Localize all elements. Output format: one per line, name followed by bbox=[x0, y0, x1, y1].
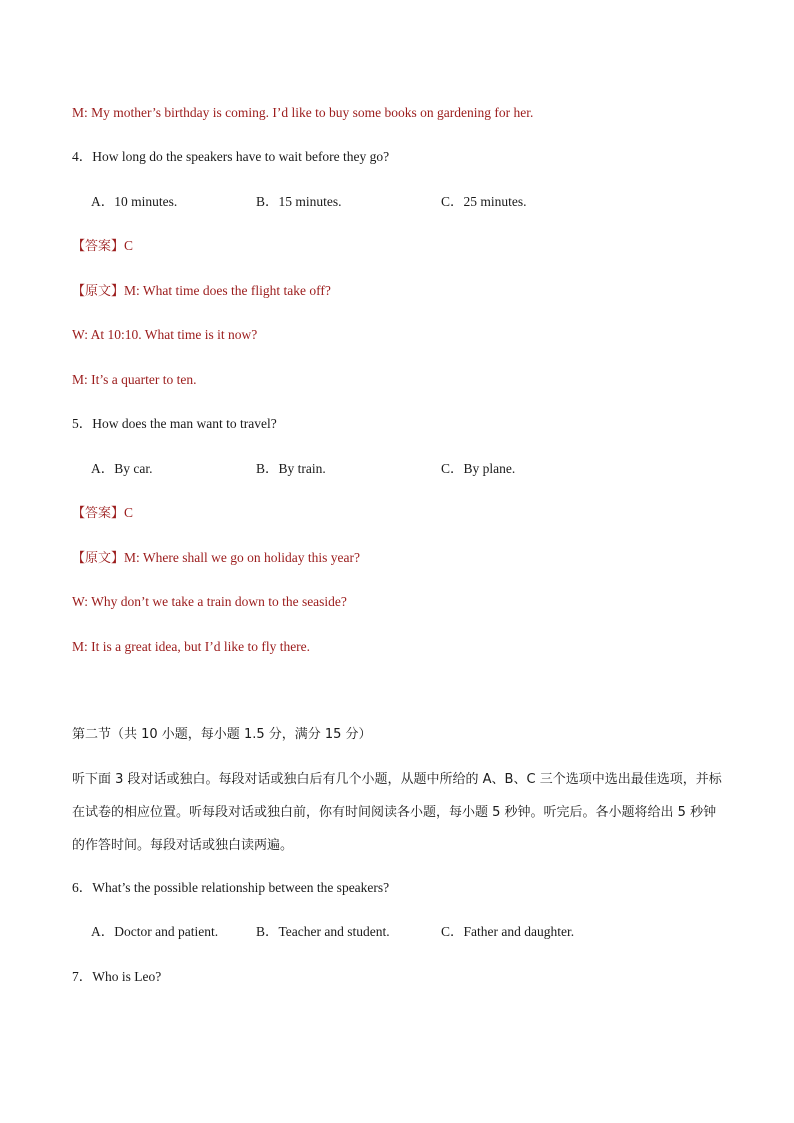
option-b: B．15 minutes. bbox=[256, 194, 342, 209]
option-a: A．10 minutes. bbox=[91, 194, 178, 209]
section-instructions: 听下面 3 段对话或独白。每段对话或独白后有几个小题，从题中所给的 A、B、C 三个选项中选出最佳选项，并标在试卷的相应位置。听每段对话或独白前，你有时间阅读各小题，每小题 5 秒钟。听完后。各小题将给出 5 秒钟的作答时间。每段对话或独白读两遍。 bbox=[72, 772, 722, 853]
answer-label: 【答案】 bbox=[72, 506, 125, 521]
transcript-line bbox=[72, 549, 360, 568]
option-c: C．25 minutes. bbox=[441, 194, 527, 209]
answer-line bbox=[72, 504, 133, 523]
answer-value: C bbox=[124, 238, 134, 253]
answer-value: C bbox=[124, 505, 134, 520]
transcript-line: W: At 10:10. What time is it now? bbox=[72, 327, 258, 342]
option-c: C．By plane. bbox=[441, 461, 516, 476]
transcript-line bbox=[72, 282, 331, 301]
question-7: 7．Who is Leo? bbox=[72, 969, 162, 984]
question-4: 4．How long do the speakers have to wait before they go? bbox=[72, 149, 390, 164]
option-c: C．Father and daughter. bbox=[441, 924, 575, 939]
option-b: B．By train. bbox=[256, 461, 326, 476]
transcript-line: M: My mother’s birthday is coming. I’d like to buy some books on gardening for her. bbox=[72, 105, 534, 120]
transcript-text: M: Where shall we go on holiday this year? bbox=[124, 550, 360, 565]
option-a: A．Doctor and patient. bbox=[91, 924, 219, 939]
answer-line bbox=[72, 237, 133, 256]
question-5: 5．How does the man want to travel? bbox=[72, 416, 277, 431]
option-b: B．Teacher and student. bbox=[256, 924, 390, 939]
transcript-line: M: It’s a quarter to ten. bbox=[72, 372, 197, 387]
option-a: A．By car. bbox=[91, 461, 153, 476]
transcript-line: W: Why don’t we take a train down to the seaside? bbox=[72, 594, 347, 609]
transcript-label: 【原文】 bbox=[72, 284, 125, 299]
answer-label: 【答案】 bbox=[72, 239, 125, 254]
transcript-text: M: What time does the flight take off? bbox=[124, 283, 331, 298]
section-heading: 第二节（共 10 小题，每小题 1.5 分，满分 15 分） bbox=[72, 727, 372, 742]
transcript-line: M: It is a great idea, but I’d like to fly there. bbox=[72, 639, 311, 654]
question-6: 6．What’s the possible relationship between the speakers? bbox=[72, 880, 390, 895]
transcript-label: 【原文】 bbox=[72, 551, 125, 566]
